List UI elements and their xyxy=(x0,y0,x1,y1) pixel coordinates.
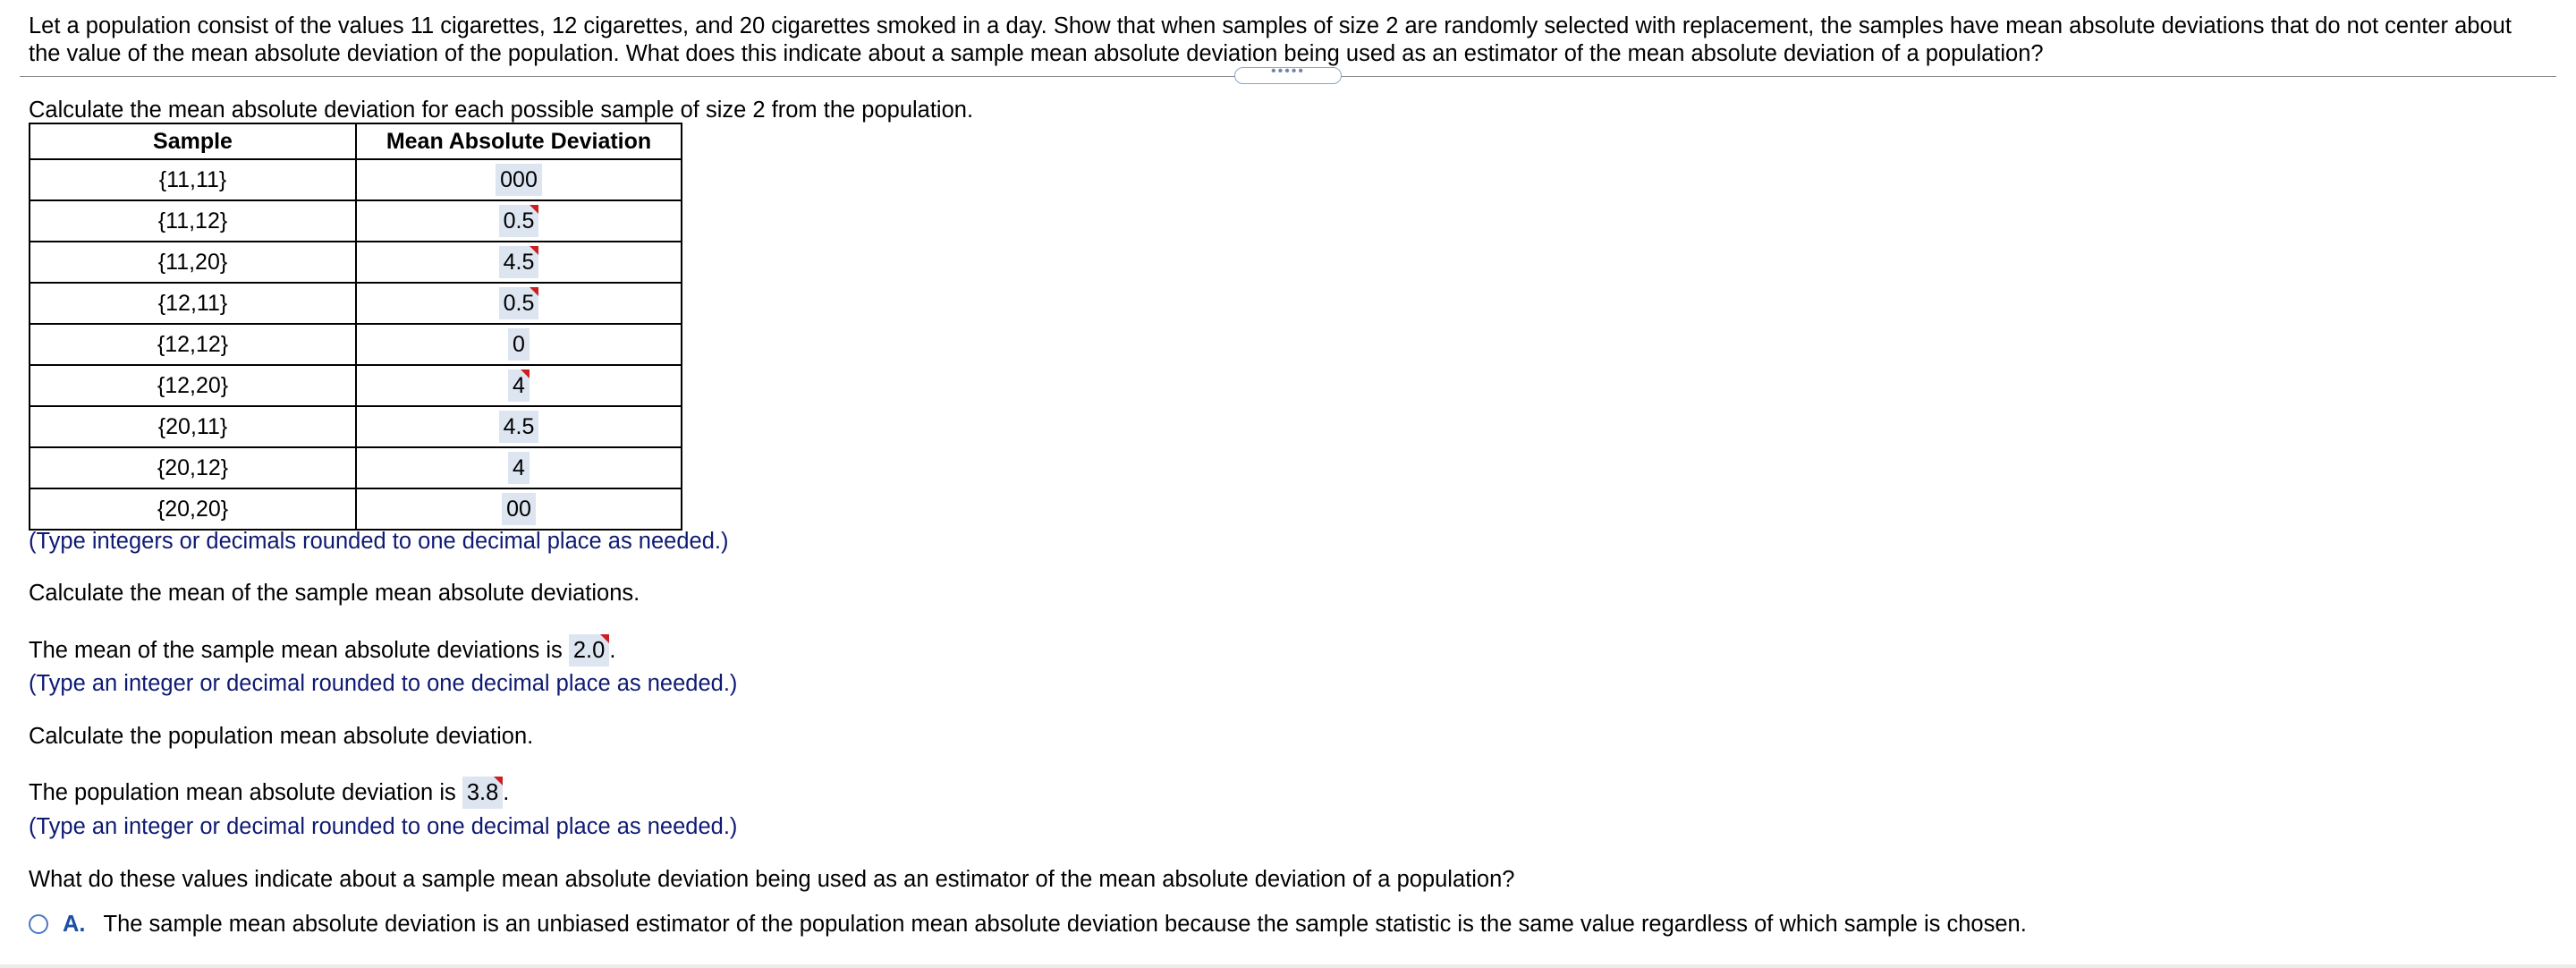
part2-sentence xyxy=(29,634,615,667)
mad-answer[interactable]: 4.5 xyxy=(499,246,539,278)
table-row xyxy=(30,159,682,200)
mad-answer[interactable]: 00 xyxy=(502,493,536,525)
mean-sample-mad-answer[interactable]: 2.0 xyxy=(569,634,609,667)
mad-answer[interactable]: 0 xyxy=(508,328,530,361)
sample-cell: {20,11} xyxy=(30,406,356,447)
population-mad-answer[interactable]: 3.8 xyxy=(462,777,503,809)
part2-instruction: Calculate the mean of the sample mean absolute deviations. xyxy=(29,581,640,606)
sample-cell: {20,20} xyxy=(30,488,356,530)
option-text: The sample mean absolute deviation is an unbiased estimator of the population mean absolute deviation because the sample statistic is the same value regardless of which sample is chosen. xyxy=(103,912,2027,937)
mad-answer[interactable]: 0.5 xyxy=(499,205,539,237)
mad-answer[interactable]: 4.5 xyxy=(499,411,539,443)
table-row xyxy=(30,406,682,447)
sample-cell: {20,12} xyxy=(30,447,356,488)
table-row xyxy=(30,488,682,530)
header-mad: Mean Absolute Deviation xyxy=(356,123,682,159)
table-row xyxy=(30,447,682,488)
option-letter: A. xyxy=(63,912,86,937)
sample-cell: {12,12} xyxy=(30,324,356,365)
part2-suffix: . xyxy=(609,638,616,663)
sample-cell: {12,20} xyxy=(30,365,356,406)
mad-cell xyxy=(356,406,682,447)
mad-cell xyxy=(356,283,682,324)
mad-cell xyxy=(356,242,682,283)
table-row xyxy=(30,283,682,324)
part2-hint: (Type an integer or decimal rounded to one decimal place as needed.) xyxy=(29,671,738,696)
mad-answer[interactable]: 4 xyxy=(508,452,530,484)
table-header-row xyxy=(30,123,682,159)
mad-answer[interactable]: 0.5 xyxy=(499,287,539,319)
mad-cell xyxy=(356,159,682,200)
table-row xyxy=(30,200,682,242)
part3-hint: (Type an integer or decimal rounded to one decimal place as needed.) xyxy=(29,814,738,839)
part4-instruction: What do these values indicate about a sample mean absolute deviation being used as an estimator of the mean absolute deviation of a population? xyxy=(29,867,1515,892)
sample-cell: {11,12} xyxy=(30,200,356,242)
mad-cell xyxy=(356,324,682,365)
table-row xyxy=(30,242,682,283)
question-text: Let a population consist of the values 11 cigarettes, 12 cigarettes, and 20 cigarettes smoked in a day. Show that when samples of size 2 are randomly selected with replacement, the samples have mean absolute deviations that do not center about the value of the mean absolute deviation of the population. What does this indicate about a sample mean absolute deviation being used as an estimator of the mean absolute deviation of a population? xyxy=(29,13,2512,66)
radio-icon[interactable] xyxy=(29,914,48,934)
mad-cell xyxy=(356,365,682,406)
sample-cell: {11,11} xyxy=(30,159,356,200)
part3-suffix: . xyxy=(503,780,510,805)
mad-answer[interactable]: 4 xyxy=(508,369,530,402)
mad-cell xyxy=(356,447,682,488)
part1-instruction: Calculate the mean absolute deviation for each possible sample of size 2 from the population. xyxy=(29,98,974,123)
part3-prefix: The population mean absolute deviation is xyxy=(29,780,456,805)
sample-cell: {12,11} xyxy=(30,283,356,324)
expand-button[interactable]: ••••• xyxy=(1234,67,1342,84)
part3-sentence xyxy=(29,777,509,809)
mad-answer[interactable]: 000 xyxy=(496,164,542,196)
part1-hint: (Type integers or decimals rounded to one decimal place as needed.) xyxy=(29,529,729,554)
mad-cell xyxy=(356,200,682,242)
option-a[interactable] xyxy=(29,910,2027,938)
table-row xyxy=(30,324,682,365)
mad-table xyxy=(29,123,682,531)
table-row xyxy=(30,365,682,406)
bottom-bar xyxy=(0,964,2576,968)
part2-prefix: The mean of the sample mean absolute deviations is xyxy=(29,638,563,663)
part3-instruction: Calculate the population mean absolute deviation. xyxy=(29,724,534,749)
mad-cell xyxy=(356,488,682,530)
sample-cell: {11,20} xyxy=(30,242,356,283)
header-sample: Sample xyxy=(30,123,356,159)
